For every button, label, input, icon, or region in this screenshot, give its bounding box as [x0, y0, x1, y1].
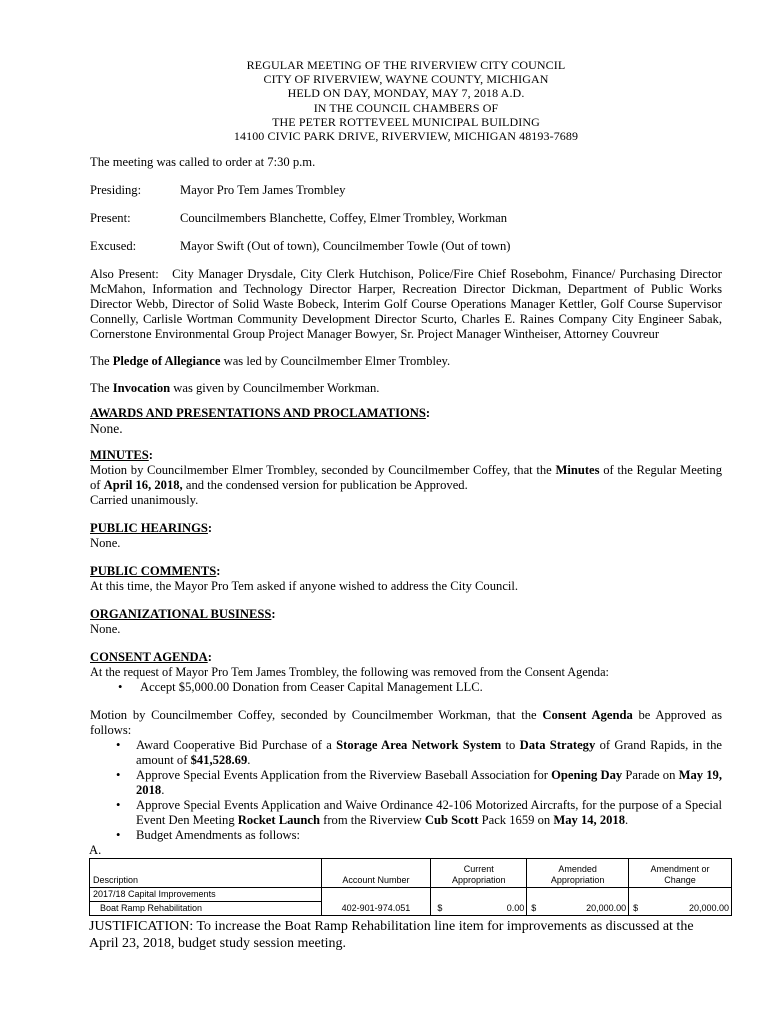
list-item — [90, 738, 722, 768]
consent-items — [90, 738, 722, 843]
item-text: Award Cooperative Bid Purchase of a — [136, 738, 337, 753]
consent-motion-text: be Approved as follows: — [90, 708, 723, 738]
budget-table — [89, 858, 732, 916]
list-item — [90, 828, 722, 843]
bullet-icon: • — [116, 828, 121, 843]
public-hearings-section — [90, 521, 722, 551]
bullet-icon: • — [116, 768, 121, 783]
col-change-line: Amendment or — [650, 864, 710, 875]
col-change-line: Change — [664, 875, 696, 886]
consent-motion-text: Motion by Councilmember Coffey, seconded by Councilmember Workman, that the — [90, 708, 543, 723]
budget-header-row — [90, 859, 732, 888]
presiding-row — [90, 183, 722, 198]
header-line: REGULAR MEETING OF THE RIVERVIEW CITY COUNCIL — [246, 58, 566, 72]
row-current-value: 0.00 — [506, 903, 525, 914]
col-current-line: Current — [463, 864, 494, 875]
col-change — [629, 859, 732, 888]
item-bold: Storage Area Network System — [336, 738, 502, 753]
public-hearings-heading — [90, 521, 722, 536]
item-text: Parade on — [622, 768, 679, 783]
item-bold: Rocket Launch — [237, 813, 320, 828]
item-text: . — [247, 753, 251, 768]
called-to-order: The meeting was called to order at 7:30 p.m. — [90, 155, 316, 170]
item-bold: Cub Scott — [424, 813, 479, 828]
minutes-section — [90, 448, 722, 508]
row-current — [431, 902, 527, 916]
consent-heading — [90, 650, 722, 665]
invocation-bold: Invocation — [112, 381, 171, 396]
minutes-bold: Minutes — [555, 463, 600, 478]
item-date: May 19, 2018 — [136, 768, 722, 798]
pledge-bold: Pledge of Allegiance — [112, 354, 221, 369]
organizational-heading — [90, 607, 722, 622]
minutes-carried: Carried unanimously. — [90, 493, 199, 508]
minutes-date: April 16, 2018, — [103, 478, 183, 493]
list-item — [90, 680, 722, 695]
row-amended-value: 20,000.00 — [586, 903, 627, 914]
header-line: IN THE COUNCIL CHAMBERS OF — [313, 100, 499, 115]
col-description: Description — [90, 859, 322, 888]
public-hearings-colon: : — [207, 521, 213, 536]
col-account: Account Number — [321, 859, 431, 888]
item-bold: Opening Day — [551, 768, 623, 783]
organizational-section — [90, 607, 722, 637]
header-line: HELD ON DAY, MONDAY, MAY 7, 2018 A.D. — [287, 86, 525, 101]
consent-motion — [90, 708, 722, 738]
minutes-heading — [90, 448, 722, 463]
list-item — [90, 768, 722, 798]
item-text: . — [625, 813, 629, 828]
currency-symbol: $ — [531, 903, 537, 914]
present-label: Present: — [90, 211, 131, 226]
organizational-title: ORGANIZATIONAL BUSINESS — [90, 607, 272, 622]
header-line: 14100 CIVIC PARK DRIVE, RIVERVIEW, MICHIGAN 48193-7689 — [233, 129, 579, 144]
public-comments-body: At this time, the Mayor Pro Tem asked if anyone wished to address the City Council. — [90, 579, 519, 594]
pledge-paragraph — [90, 354, 722, 369]
presiding-label: Presiding: — [90, 183, 142, 198]
consent-motion-bold: Consent Agenda — [542, 708, 633, 723]
item-text: Approve Special Events Application and Waive Ordinance 42-106 Motorized Aircrafts, for the purpose of a Special Event Den Meeting — [136, 798, 722, 828]
invocation-paragraph — [90, 381, 722, 396]
consent-title: CONSENT AGENDA — [90, 650, 208, 665]
item-text: Budget Amendments as follows: — [136, 828, 301, 843]
invocation-post: was given by Councilmember Workman. — [170, 381, 380, 396]
public-comments-title: PUBLIC COMMENTS — [90, 564, 217, 579]
col-current-line: Appropriation — [452, 875, 506, 886]
minutes-text: of the Regular Meeting of — [90, 463, 723, 493]
budget-amendment — [89, 843, 729, 952]
excused-label: Excused: — [90, 239, 137, 254]
invocation-pre: The — [90, 381, 113, 396]
document-header — [90, 58, 722, 143]
presiding-value: Mayor Pro Tem James Trombley — [180, 183, 346, 198]
consent-colon: : — [207, 650, 212, 665]
consent-intro: At the request of Mayor Pro Tem James Trombley, the following was removed from the Consent Agenda: — [90, 665, 609, 680]
minutes-motion — [90, 463, 722, 493]
public-hearings-title: PUBLIC HEARINGS — [90, 521, 208, 536]
currency-symbol: $ — [437, 903, 443, 914]
row-description: Boat Ramp Rehabilitation — [90, 902, 322, 916]
col-amended-line: Appropriation — [550, 875, 605, 886]
removed-item: Accept $5,000.00 Donation from Ceaser Capital Management LLC. — [140, 680, 483, 695]
public-comments-section — [90, 564, 722, 594]
item-text: of Grand Rapids, in the amount of — [136, 738, 722, 768]
bullet-icon: • — [118, 680, 123, 695]
organizational-colon: : — [271, 607, 276, 622]
public-comments-colon: : — [216, 564, 221, 579]
justification: JUSTIFICATION: To increase the Boat Ramp Rehabilitation line item for improvements as discussed at the April 23, 2018, budget study session meeting. — [89, 919, 694, 952]
organizational-body: None. — [90, 622, 121, 637]
minutes-text: and the condensed version for publication be Approved. — [182, 478, 468, 493]
present-row — [90, 211, 722, 226]
item-bold: Data Strategy — [519, 738, 596, 753]
row-amended — [527, 902, 629, 916]
excused-value: Mayor Swift (Out of town), Councilmember Towle (Out of town) — [180, 239, 511, 254]
item-text: . — [161, 783, 165, 798]
header-line: THE PETER ROTTEVEEL MUNICIPAL BUILDING — [272, 114, 540, 129]
item-text: Approve Special Events Application from the Riverview Baseball Association for — [136, 768, 552, 783]
currency-symbol: $ — [633, 903, 639, 914]
public-hearings-body: None. — [90, 536, 121, 551]
budget-letter: A. — [89, 843, 102, 858]
awards-title: AWARDS AND PRESENTATIONS AND PROCLAMATIONS — [90, 406, 426, 421]
col-amended-line: Amended — [558, 864, 597, 875]
table-row — [90, 902, 732, 916]
item-text: from the Riverview — [320, 813, 425, 828]
awards-heading — [90, 406, 722, 421]
item-amount: $41,528.69 — [190, 753, 248, 768]
excused-row — [90, 239, 722, 254]
pledge-post: was led by Councilmember Elmer Trombley. — [220, 354, 451, 369]
pledge-pre: The — [90, 354, 113, 369]
bullet-icon: • — [116, 738, 121, 753]
minutes-title: MINUTES — [90, 448, 149, 463]
item-date: May 14, 2018 — [553, 813, 626, 828]
minutes-document — [89, 58, 729, 952]
bullet-icon: • — [116, 798, 121, 813]
also-present: Also Present: City Manager Drysdale, City Clerk Hutchison, Police/Fire Chief Rosebohm, Finance/ Purchasing Director McMahon, Information and Technology Director Harper, Recreation Director Dickman, Department of Public Works Director Webb, Director of Solid Waste Bobeck, Interim Golf Course Operations Manager Kettler, Golf Course Supervisor Connelly, Carlisle Wortman Community Development Director Scurto, Charles E. Raines Company City Engineer Sabak, Cornerstone Environmental Group Project Manager Bowyer, Sr. Project Manager Wintheiser, Attorney Couvreur — [90, 267, 726, 342]
col-current — [431, 859, 527, 888]
public-comments-heading — [90, 564, 722, 579]
list-item — [90, 798, 722, 828]
removed-list — [90, 680, 722, 695]
awards-section — [90, 406, 722, 436]
item-text: Pack 1659 on — [478, 813, 554, 828]
awards-body: None. — [90, 421, 123, 437]
consent-section — [90, 650, 722, 843]
group-label: 2017/18 Capital Improvements — [90, 888, 322, 902]
budget-group-row — [90, 888, 732, 902]
minutes-text: Motion by Councilmember Elmer Trombley, seconded by Councilmember Coffey, that the — [90, 463, 556, 478]
header-line: CITY OF RIVERVIEW, WAYNE COUNTY, MICHIGAN — [263, 72, 549, 87]
item-text: to — [501, 738, 520, 753]
row-account: 402-901-974.051 — [321, 902, 431, 916]
row-change — [629, 902, 732, 916]
awards-colon: : — [425, 406, 431, 421]
minutes-colon: : — [148, 448, 153, 463]
col-amended — [527, 859, 629, 888]
row-change-value: 20,000.00 — [688, 903, 729, 914]
present-value: Councilmembers Blanchette, Coffey, Elmer Trombley, Workman — [180, 211, 508, 226]
